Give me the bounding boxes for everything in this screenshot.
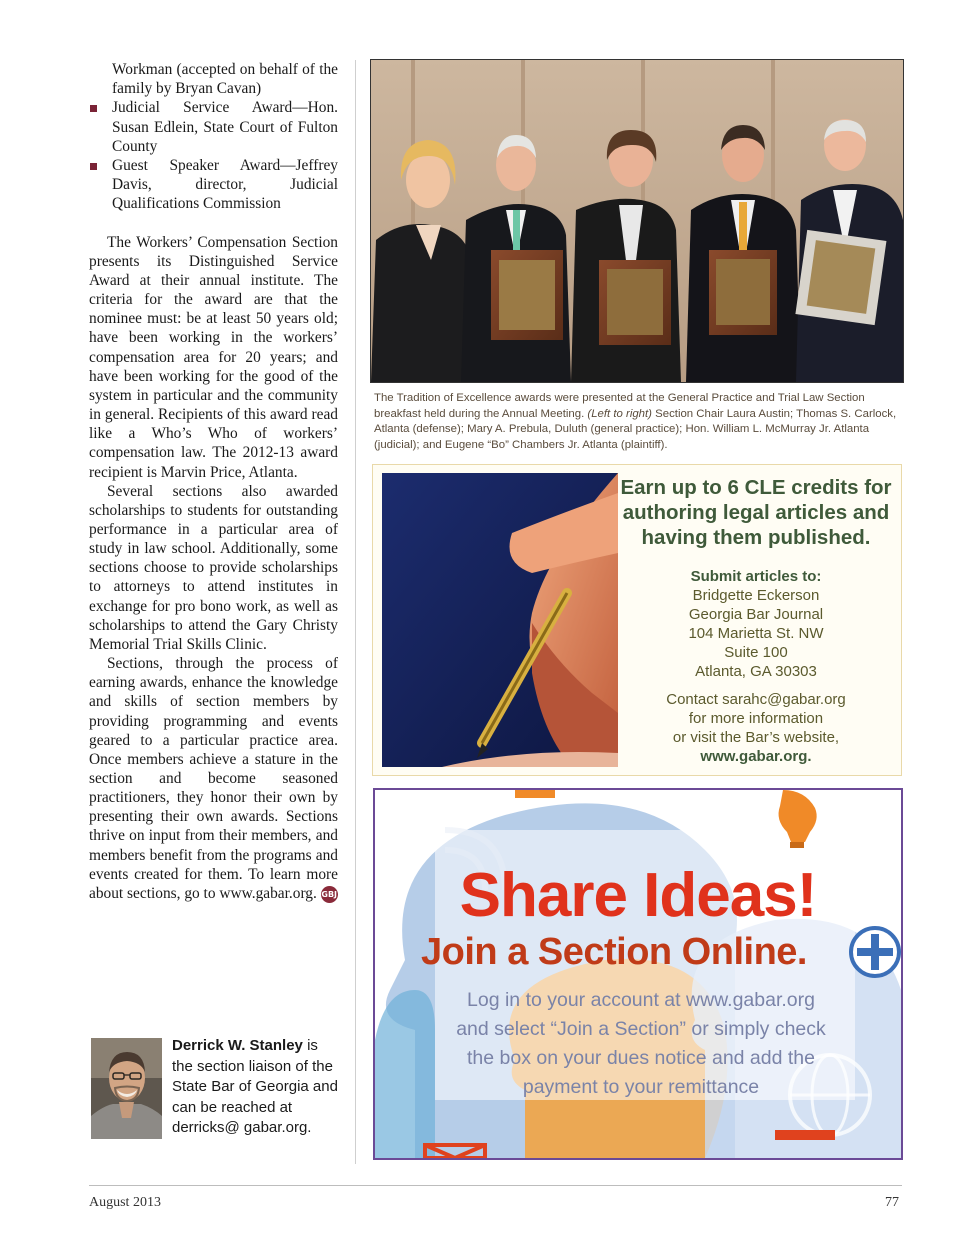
instruction-line: the box on your dues notice and add the (466, 1047, 815, 1069)
gbj-end-mark-icon: GBJ (321, 886, 338, 903)
address-line: 104 Marietta St. NW (688, 625, 824, 642)
instruction-line: payment to your remittance (522, 1076, 760, 1098)
join-section-subtitle: Join a Section Online. (421, 931, 807, 973)
paragraph-text: Sections, through the process of earning awards, enhance the knowledge and skills of section members by providing programming and events geared to a particular practice area. Once members achieve a stature in the section and become seasoned practitioners, they honor their own by presenting their own awards. Sections thrive on input from their members, and members benefit from the programs and events created for them. To learn more about sections, go to www.gabar.org. (89, 655, 338, 902)
author-name: Derrick W. Stanley (172, 1037, 303, 1054)
address-line: Bridgette Eckerson (692, 587, 820, 604)
footer-issue-date: August 2013 (89, 1195, 161, 1210)
list-item: Judicial Service Award—Hon. Susan Edlein, State Court of Fulton County (89, 98, 338, 156)
column-divider (355, 60, 356, 1164)
website-link[interactable]: www.gabar.org. (700, 748, 812, 765)
awards-photo (370, 59, 904, 383)
share-ideas-title: Share Ideas! (459, 861, 817, 930)
author-photo (91, 1038, 162, 1139)
address-line: Suite 100 (724, 644, 788, 661)
bullet-continuation: Workman (accepted on behalf of the family by Bryan Cavan) (112, 61, 338, 98)
paragraph-last (89, 654, 338, 903)
list-item: Guest Speaker Award—Jeffrey Davis, director, Judicial Qualifications Commission (89, 156, 338, 214)
address-line: Georgia Bar Journal (688, 606, 824, 623)
paragraph: Several sections also awarded scholarships to students for outstanding performance in a particular area of study in law school. Additionally, some sections choose to provide scholarships to attorneys to attend institutes in exchange for pro bono work, as well as scholarships to attend the Gary Christy Memorial Trial Skills Clinic. (89, 482, 338, 653)
cle-ad-text (619, 475, 893, 766)
article-column (89, 60, 338, 903)
contact-line: or visit the Bar’s website, (672, 729, 840, 746)
bio-text (172, 1036, 342, 1139)
photo-caption (374, 391, 904, 453)
address-line: Atlanta, GA 30303 (695, 663, 817, 680)
instruction-line: and select “Join a Section” or simply check (456, 1018, 826, 1040)
headline-line: authoring legal articles and (622, 501, 890, 524)
award-list (89, 98, 338, 213)
caption-text: The Tradition of Excellence awards were presented at the General Practice and Trial Law Section breakfast held during the Annual Meeting. (374, 392, 865, 420)
join-instructions (415, 986, 867, 1102)
contact-line: for more information (688, 710, 824, 727)
headline-line: having them published. (641, 526, 871, 549)
share-ad-background (375, 790, 901, 1158)
footer-rule (89, 1185, 902, 1186)
mailing-address (619, 586, 893, 681)
page-number: 77 (885, 1195, 899, 1210)
cle-headline (619, 475, 893, 550)
pen-writing-image (382, 473, 618, 767)
bio-description: is the section liaison of the State Bar of Georgia and can be reached at derricks@ gabar.org. (172, 1037, 338, 1137)
paragraph: The Workers’ Compensation Section presents its Distinguished Service Award at their annual institute. The criteria for the award are that the nominee must: be at least 50 years old; have been working in the workers’ compensation area for 20 years; and have been working for the good of the system in particular and the community in general. Recipients of this award read like a Who’s Who of workers’ compensation law. The 2012-13 award recipient is Marvin Price, Atlanta. (89, 233, 338, 481)
join-section-advertisement (373, 788, 903, 1160)
submit-label: Submit articles to: (690, 568, 822, 585)
caption-italic: (Left to right) (587, 407, 652, 420)
caption-names: Section Chair Laura Austin; Thomas S. Carlock, Atlanta (defense); Mary A. Prebula, Duluth (general practice); Hon. William L. McMurray Jr. Atlanta (judicial); and Eugene “Bo” Chambers Jr. Atlanta (plaintiff). (374, 407, 897, 451)
contact-line: Contact sarahc@gabar.org (666, 691, 846, 708)
contact-info (619, 690, 893, 766)
instruction-line: Log in to your account at www.gabar.org (467, 989, 815, 1011)
headline-line: Earn up to 6 CLE credits for (620, 476, 892, 499)
cle-advertisement (372, 464, 902, 776)
